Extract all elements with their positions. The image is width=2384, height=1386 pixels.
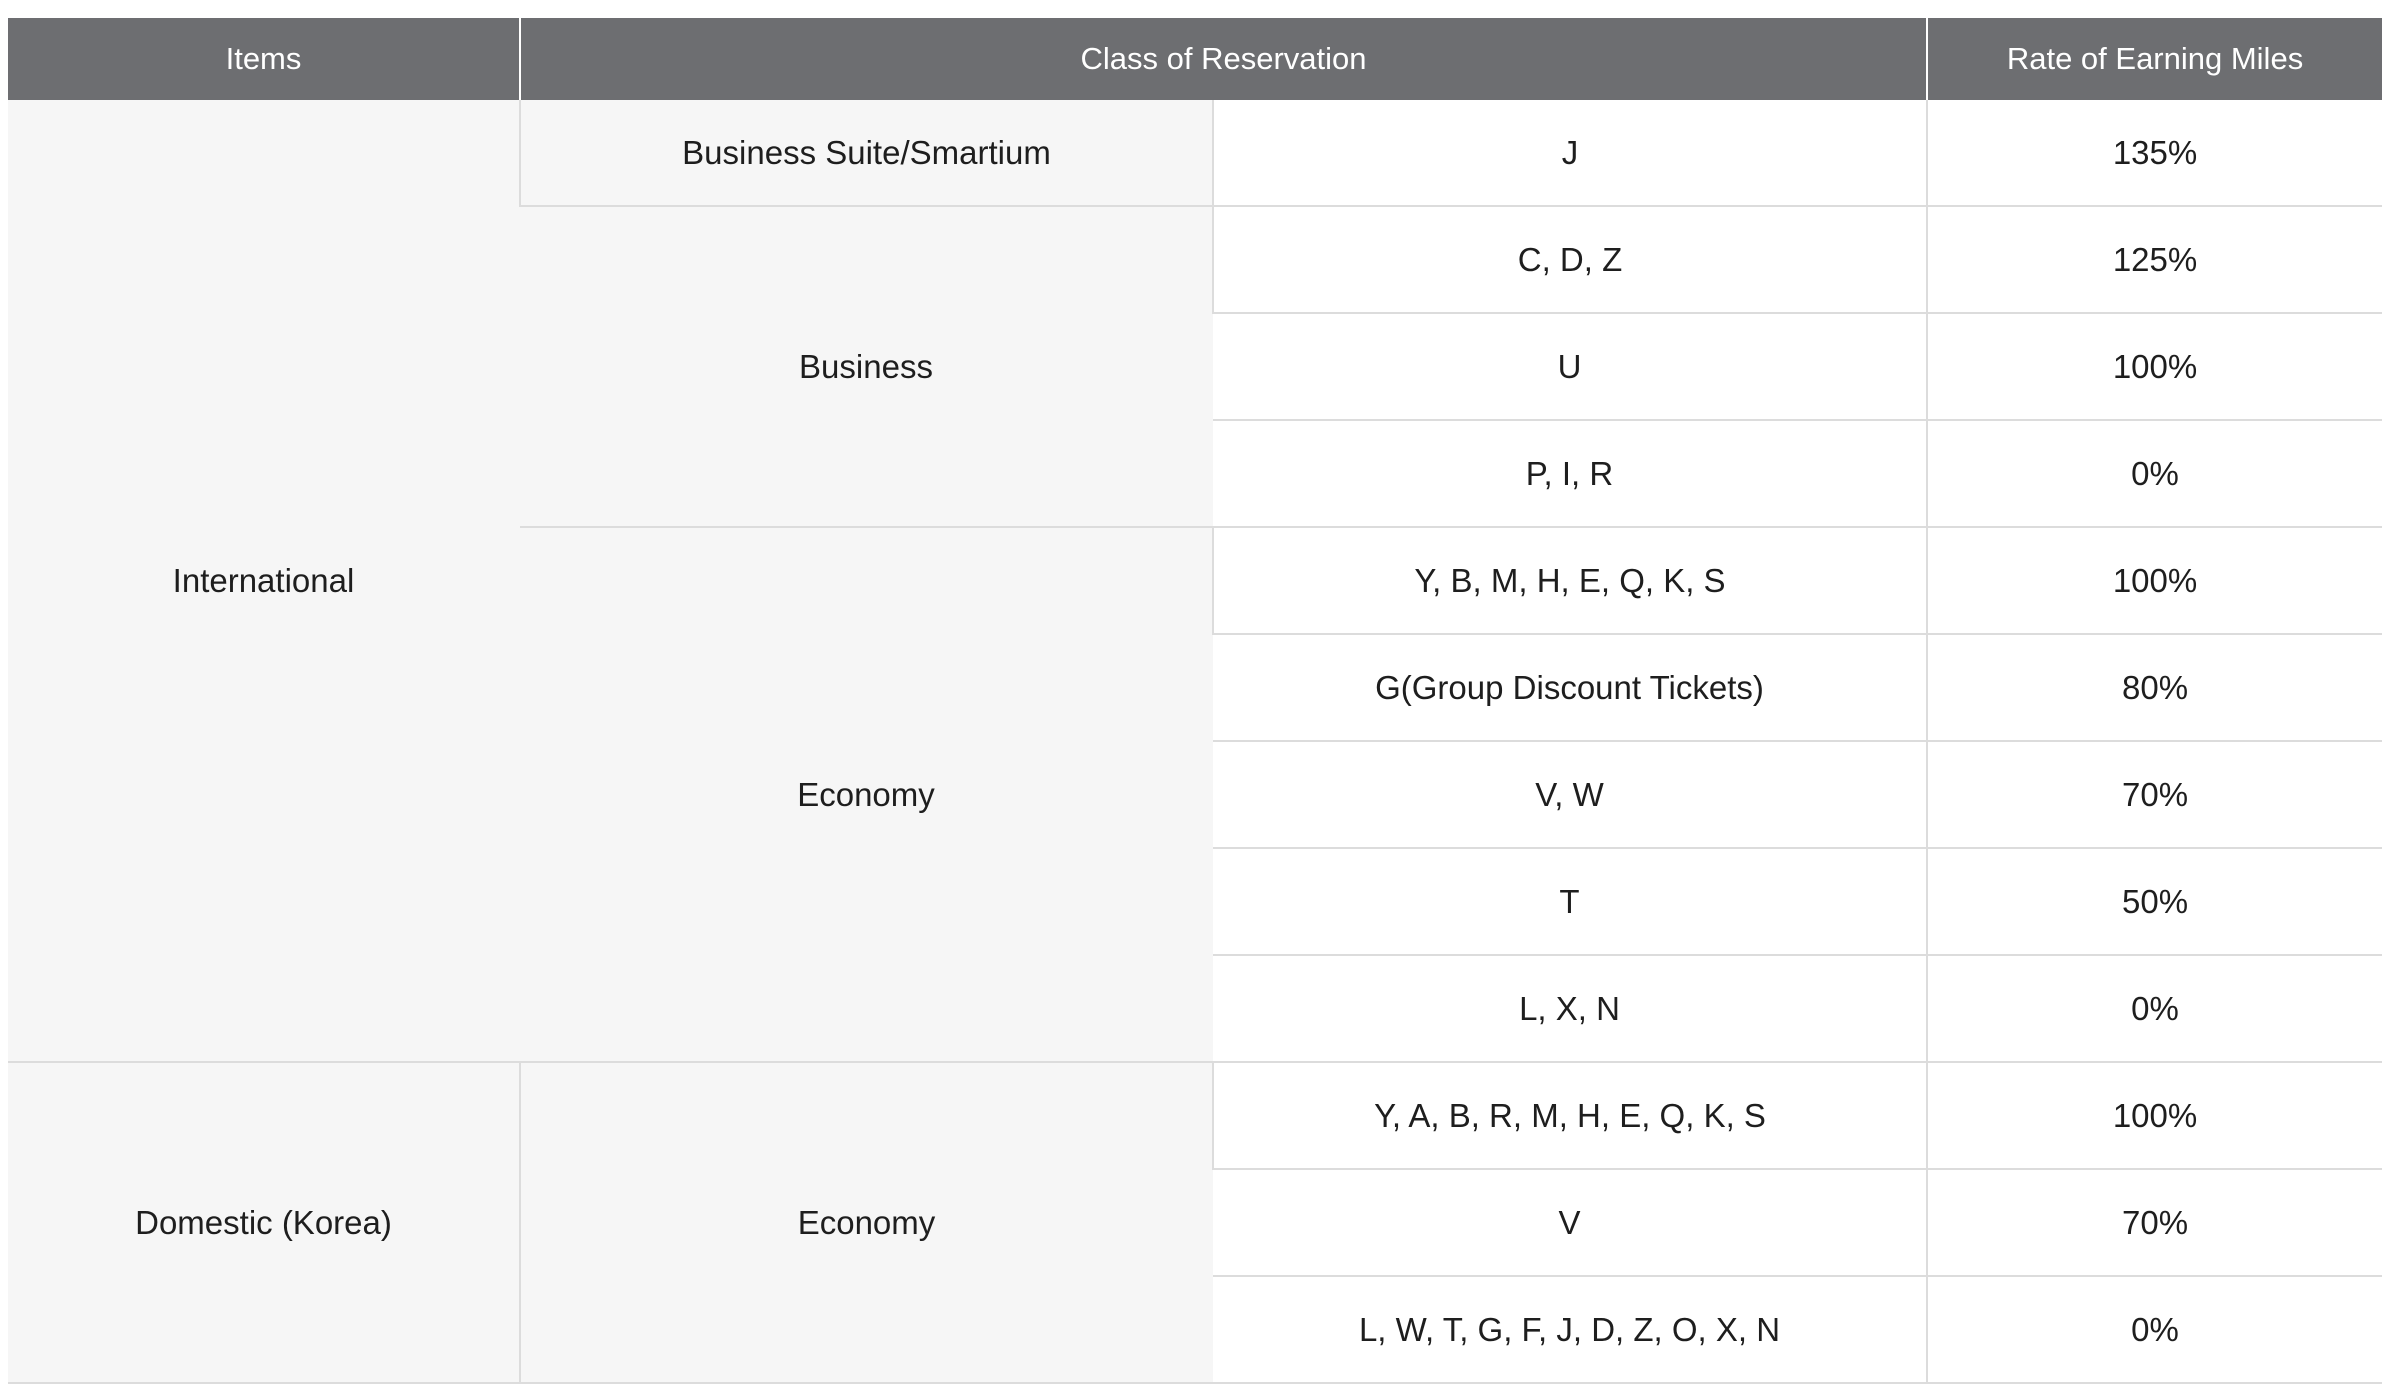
mileage-earning-table (8, 18, 2382, 1384)
booking-code-cell: G(Group Discount Tickets) (1213, 634, 1927, 741)
booking-code-cell: C, D, Z (1213, 206, 1927, 313)
class-cell-economy-international: Economy (520, 527, 1213, 1062)
class-cell-business-suite: Business Suite/Smartium (520, 100, 1213, 206)
item-cell-domestic-korea: Domestic (Korea) (8, 1062, 520, 1383)
booking-code-cell: V (1213, 1169, 1927, 1276)
rate-cell: 80% (1927, 634, 2382, 741)
table-row (8, 1062, 2382, 1169)
header-class-of-reservation: Class of Reservation (520, 18, 1927, 100)
rate-cell: 0% (1927, 420, 2382, 527)
rate-cell: 50% (1927, 848, 2382, 955)
rate-cell: 70% (1927, 741, 2382, 848)
rate-cell: 100% (1927, 1062, 2382, 1169)
booking-code-cell: U (1213, 313, 1927, 420)
table-header (8, 18, 2382, 100)
booking-code-cell: L, W, T, G, F, J, D, Z, O, X, N (1213, 1276, 1927, 1383)
booking-code-cell: V, W (1213, 741, 1927, 848)
booking-code-cell: Y, A, B, R, M, H, E, Q, K, S (1213, 1062, 1927, 1169)
rate-cell: 70% (1927, 1169, 2382, 1276)
rate-cell: 125% (1927, 206, 2382, 313)
header-items: Items (8, 18, 520, 100)
booking-code-cell: T (1213, 848, 1927, 955)
header-row (8, 18, 2382, 100)
rate-cell: 100% (1927, 313, 2382, 420)
rate-cell: 100% (1927, 527, 2382, 634)
class-cell-economy-domestic: Economy (520, 1062, 1213, 1383)
booking-code-cell: J (1213, 100, 1927, 206)
table-row (8, 100, 2382, 206)
booking-code-cell: L, X, N (1213, 955, 1927, 1062)
rate-cell: 0% (1927, 955, 2382, 1062)
item-cell-international: International (8, 100, 520, 1062)
booking-code-cell: Y, B, M, H, E, Q, K, S (1213, 527, 1927, 634)
rate-cell: 135% (1927, 100, 2382, 206)
class-cell-business: Business (520, 206, 1213, 527)
mileage-table-container (8, 18, 2382, 1384)
rate-cell: 0% (1927, 1276, 2382, 1383)
header-rate-of-earning-miles: Rate of Earning Miles (1927, 18, 2382, 100)
booking-code-cell: P, I, R (1213, 420, 1927, 527)
table-body (8, 100, 2382, 1383)
